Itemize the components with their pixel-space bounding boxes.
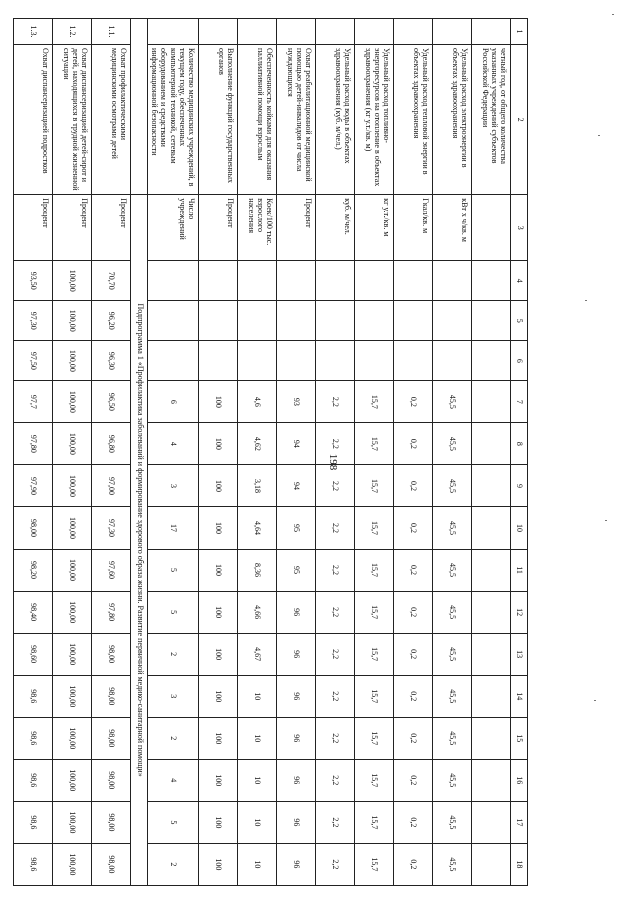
table-cell: 2,2 — [316, 759, 355, 801]
table-row — [316, 19, 355, 886]
table-cell — [316, 341, 355, 381]
table-cell: Обеспеченность койками для оказания паллиативной помощи взрослым — [238, 45, 277, 195]
table-cell: 70,70 — [92, 261, 131, 301]
table-cell: 100,00 — [53, 843, 92, 885]
table-cell: 98,00 — [92, 759, 131, 801]
table-cell: 98,6 — [14, 675, 53, 717]
table-cell: 95 — [277, 549, 316, 591]
table-cell: 4 — [511, 261, 528, 301]
page-number: 198 — [327, 453, 339, 471]
table-cell: 0,2 — [394, 759, 433, 801]
table-cell: 10 — [511, 507, 528, 549]
table-cell: 7 — [511, 381, 528, 423]
table-cell: Удельный расход воды в объектах здравоохранения (куб. м/чел.) — [316, 45, 355, 195]
table-cell: 96 — [277, 675, 316, 717]
table-cell: 96 — [277, 591, 316, 633]
table-cell: 2,2 — [316, 507, 355, 549]
table-cell: 5 — [511, 301, 528, 341]
table-cell: 2 — [148, 633, 199, 675]
table-cell: 97,60 — [92, 549, 131, 591]
table-cell: 15,7 — [355, 381, 394, 423]
table-cell: 15,7 — [355, 759, 394, 801]
table-cell: 100 — [199, 675, 238, 717]
table-cell — [238, 19, 277, 45]
table-cell: 100 — [199, 549, 238, 591]
table-cell: 45,5 — [433, 633, 472, 675]
table-cell: 98,40 — [14, 591, 53, 633]
table-cell: 1.1. — [92, 19, 131, 45]
table-cell: 2,2 — [316, 381, 355, 423]
table-cell: 0,2 — [394, 591, 433, 633]
table-cell — [316, 19, 355, 45]
table-cell: Процент — [53, 195, 92, 261]
table-cell — [238, 301, 277, 341]
table-row — [14, 19, 53, 886]
table-cell: 4 — [148, 423, 199, 465]
table-row — [277, 19, 316, 886]
table-cell — [472, 675, 511, 717]
table-cell: 100,00 — [53, 261, 92, 301]
table-cell: 100 — [199, 633, 238, 675]
table-cell — [199, 261, 238, 301]
table-cell: 6 — [511, 341, 528, 381]
table-cell: 0,2 — [394, 465, 433, 507]
table-cell: Удельный расход тепловой энергии в объектах здравоохранения — [394, 45, 433, 195]
table-cell — [148, 301, 199, 341]
table-cell: 0,2 — [394, 675, 433, 717]
table-cell: 0,2 — [394, 843, 433, 885]
table-cell: 45,5 — [433, 423, 472, 465]
table-cell: 98,20 — [14, 549, 53, 591]
table-cell: 4,67 — [238, 633, 277, 675]
table-cell: Охват профилактическими медицинскими осмотрами детей — [92, 45, 131, 195]
table-cell: 98,6 — [14, 759, 53, 801]
table-cell — [433, 261, 472, 301]
table-cell: 45,5 — [433, 465, 472, 507]
table-cell: 100 — [199, 507, 238, 549]
table-cell: 17 — [511, 801, 528, 843]
table-cell: 96 — [277, 801, 316, 843]
table-cell — [472, 633, 511, 675]
table-cell — [148, 19, 199, 45]
table-cell: 15,7 — [355, 465, 394, 507]
table-cell: 15,7 — [355, 717, 394, 759]
table-cell: 94 — [277, 465, 316, 507]
table-cell: 15,7 — [355, 801, 394, 843]
table-cell — [472, 195, 511, 261]
table-cell: 5 — [148, 801, 199, 843]
table-cell: 10 — [238, 843, 277, 885]
table-cell — [277, 341, 316, 381]
table-cell: 98,6 — [14, 717, 53, 759]
table-cell — [472, 301, 511, 341]
table-cell: 45,5 — [433, 675, 472, 717]
table-cell: 96,20 — [92, 301, 131, 341]
table-cell: 97,90 — [14, 465, 53, 507]
table-cell: 2,2 — [316, 591, 355, 633]
table-cell — [433, 301, 472, 341]
table-cell: 2,2 — [316, 801, 355, 843]
table-cell — [433, 341, 472, 381]
rotated-table-page — [0, 18, 528, 886]
table-cell — [238, 341, 277, 381]
table-cell: Процент — [277, 195, 316, 261]
table-cell: 98,00 — [92, 843, 131, 885]
table-cell: 12 — [511, 591, 528, 633]
table-cell — [472, 507, 511, 549]
table-cell: 45,5 — [433, 591, 472, 633]
table-cell — [199, 301, 238, 341]
table-cell: 0,2 — [394, 423, 433, 465]
table-cell: Число учреждений — [148, 195, 199, 261]
table-row — [238, 19, 277, 886]
table-cell: 100,00 — [53, 423, 92, 465]
table-cell: 2,2 — [316, 423, 355, 465]
table-cell: 45,5 — [433, 549, 472, 591]
table-cell: Удельный расход электроэнергии в объектах здравоохранения — [433, 45, 472, 195]
table-cell — [472, 717, 511, 759]
table-cell: 100,00 — [53, 633, 92, 675]
table-cell — [355, 19, 394, 45]
table-cell: 1 — [511, 19, 528, 45]
table-cell: 98,6 — [14, 843, 53, 885]
table-cell — [199, 341, 238, 381]
table-cell: 96,30 — [92, 341, 131, 381]
table-cell — [277, 19, 316, 45]
table-cell: 93,50 — [14, 261, 53, 301]
table-cell — [472, 549, 511, 591]
table-cell: 15,7 — [355, 843, 394, 885]
table-cell: 45,5 — [433, 759, 472, 801]
table-header-row — [511, 19, 528, 886]
table-cell: 100,00 — [53, 465, 92, 507]
table-cell — [472, 801, 511, 843]
table-cell: 98,00 — [92, 717, 131, 759]
table-cell — [472, 843, 511, 885]
table-cell: 13 — [511, 633, 528, 675]
table-cell: 0,2 — [394, 549, 433, 591]
table-cell — [355, 261, 394, 301]
table-cell: 2 — [511, 45, 528, 195]
table-cell: 100,00 — [53, 549, 92, 591]
table-cell: 97,50 — [14, 341, 53, 381]
table-cell: Процент — [14, 195, 53, 261]
table-cell — [472, 759, 511, 801]
table-cell: 2,2 — [316, 633, 355, 675]
table-cell — [148, 261, 199, 301]
table-cell: 45,5 — [433, 843, 472, 885]
table-cell: 15,7 — [355, 633, 394, 675]
table-cell: 4 — [148, 759, 199, 801]
table-row — [472, 19, 511, 886]
table-cell: 98,00 — [92, 633, 131, 675]
table-cell: 100,00 — [53, 801, 92, 843]
table-cell: 45,5 — [433, 801, 472, 843]
table-cell: Охват реабилитационной медицинской помощью детей-инвалидов от числа нуждающихся — [277, 45, 316, 195]
table-cell: 96 — [277, 759, 316, 801]
table-cell: 45,5 — [433, 381, 472, 423]
subprogram-title: Подпрограмма 1 «Профилактика заболеваний и формирование здорового образа жизни. Развитие первичной медико-санитарной помощи» — [131, 195, 148, 886]
table-cell: 100 — [199, 381, 238, 423]
table-cell: 11 — [511, 549, 528, 591]
table-row — [355, 19, 394, 886]
table-cell: 100,00 — [53, 717, 92, 759]
table-cell: 15,7 — [355, 591, 394, 633]
table-cell: 9 — [511, 465, 528, 507]
table-cell: 2,2 — [316, 465, 355, 507]
table-cell — [355, 301, 394, 341]
table-cell: 100 — [199, 717, 238, 759]
table-cell: 5 — [148, 591, 199, 633]
table-cell: 100,00 — [53, 507, 92, 549]
table-cell: Охват диспансеризацией подростков — [14, 45, 53, 195]
table-cell: 95 — [277, 507, 316, 549]
table-cell: Охват диспансеризацией детей-сирот и детей, находящихся в трудной жизненной ситуации — [53, 45, 92, 195]
table-cell: 2 — [148, 843, 199, 885]
table-cell: 100 — [199, 801, 238, 843]
table-cell: Коек/100 тыс. взрослого населения — [238, 195, 277, 261]
table-cell — [148, 341, 199, 381]
table-cell: 96 — [277, 843, 316, 885]
table-cell: 15,7 — [355, 549, 394, 591]
table-cell — [472, 591, 511, 633]
table-cell — [131, 19, 148, 195]
table-cell: 15,7 — [355, 423, 394, 465]
table-cell: 6 — [148, 381, 199, 423]
table-cell: 10 — [238, 675, 277, 717]
table-cell: 97,80 — [92, 591, 131, 633]
table-cell: 2 — [148, 717, 199, 759]
table-cell: 0,2 — [394, 633, 433, 675]
table-cell: кг у.т./кв. м — [355, 195, 394, 261]
table-cell: 100,00 — [53, 675, 92, 717]
table-cell: 97,00 — [92, 465, 131, 507]
table-cell — [472, 381, 511, 423]
table-cell: 2,2 — [316, 549, 355, 591]
table-cell — [472, 261, 511, 301]
table-row — [148, 19, 199, 886]
table-cell — [238, 261, 277, 301]
table-cell: 45,5 — [433, 507, 472, 549]
table-cell — [472, 465, 511, 507]
table-cell: 93 — [277, 381, 316, 423]
table-cell — [394, 341, 433, 381]
table-cell — [472, 341, 511, 381]
table-cell: 100,00 — [53, 381, 92, 423]
table-cell: 2,2 — [316, 675, 355, 717]
table-cell: 97,80 — [14, 423, 53, 465]
table-cell: 15,7 — [355, 675, 394, 717]
table-row — [199, 19, 238, 886]
table-cell: кВт x ч/кв. м — [433, 195, 472, 261]
table-cell: 4,62 — [238, 423, 277, 465]
table-cell: 97,7 — [14, 381, 53, 423]
table-cell: 97,30 — [14, 301, 53, 341]
table-cell: 100,00 — [53, 759, 92, 801]
table-row — [394, 19, 433, 886]
table-cell: 100 — [199, 423, 238, 465]
table-cell: 8 — [511, 423, 528, 465]
table-cell: куб. м/чел. — [316, 195, 355, 261]
table-cell: 94 — [277, 423, 316, 465]
subprogram-row — [131, 19, 148, 886]
table-cell: 96 — [277, 633, 316, 675]
table-cell: 4,64 — [238, 507, 277, 549]
table-cell: 2,2 — [316, 843, 355, 885]
table-cell: 100,00 — [53, 301, 92, 341]
table-cell: 0,2 — [394, 507, 433, 549]
table-cell: Количество медицинских учреждений, в текущем году, обеспеченных компьютерной техникой, сетевым оборудованием и средствами информационной безопасности — [148, 45, 199, 195]
table-cell — [394, 301, 433, 341]
table-row — [53, 19, 92, 886]
table-cell: 3 — [148, 675, 199, 717]
table-cell — [355, 341, 394, 381]
table-cell: 17 — [148, 507, 199, 549]
table-cell: Удельный расход топливно-энергоресурсов на отопление в объектах здравоохранения (кг у.т./кв. м) — [355, 45, 394, 195]
table-row — [92, 19, 131, 886]
table-cell: 3 — [511, 195, 528, 261]
table-cell: 100,00 — [53, 341, 92, 381]
table-cell: 4,6 — [238, 381, 277, 423]
table-cell — [394, 261, 433, 301]
table-cell: 3 — [148, 465, 199, 507]
table-cell — [199, 19, 238, 45]
table-cell: 97,30 — [92, 507, 131, 549]
table-cell: 0,2 — [394, 801, 433, 843]
table-cell: Процент — [199, 195, 238, 261]
table-cell: 1.2. — [53, 19, 92, 45]
table-cell — [394, 19, 433, 45]
table-cell: 5 — [148, 549, 199, 591]
table-cell: 98,00 — [92, 801, 131, 843]
table-cell: 15 — [511, 717, 528, 759]
table-cell: 16 — [511, 759, 528, 801]
table-cell: 96,80 — [92, 423, 131, 465]
table-cell: 18 — [511, 843, 528, 885]
table-cell — [472, 19, 511, 45]
table-cell: 100 — [199, 591, 238, 633]
table-cell: Выполнение функций государственных органов — [199, 45, 238, 195]
table-cell: 4,66 — [238, 591, 277, 633]
table-cell: 100,00 — [53, 591, 92, 633]
table-cell: Процент — [92, 195, 131, 261]
table-cell: 100 — [199, 465, 238, 507]
table-cell: 98,60 — [14, 633, 53, 675]
table-cell: 98,6 — [14, 801, 53, 843]
table-cell: 15,7 — [355, 507, 394, 549]
table-cell: 10 — [238, 717, 277, 759]
table-cell: 100 — [199, 759, 238, 801]
table-cell: 2,2 — [316, 717, 355, 759]
table-cell — [316, 261, 355, 301]
table-cell: Гкал/кв. м — [394, 195, 433, 261]
table-cell: 0,2 — [394, 381, 433, 423]
table-cell: 14 — [511, 675, 528, 717]
table-cell: 96 — [277, 717, 316, 759]
table-cell: 1.3. — [14, 19, 53, 45]
table-cell: 45,5 — [433, 717, 472, 759]
table-cell — [433, 19, 472, 45]
table-cell: 0,2 — [394, 717, 433, 759]
table-cell: 8,36 — [238, 549, 277, 591]
table-cell — [277, 261, 316, 301]
table-cell: 10 — [238, 759, 277, 801]
table-cell — [316, 301, 355, 341]
table-cell: четный год, от общего количества указанных учреждений субъектов Российской Федерации — [472, 45, 511, 195]
table-cell — [472, 423, 511, 465]
table-cell: 96,50 — [92, 381, 131, 423]
table-cell: 98,00 — [92, 675, 131, 717]
table-cell: 100 — [199, 843, 238, 885]
table-cell: 10 — [238, 801, 277, 843]
indicators-table — [13, 18, 528, 886]
table-cell: 98,00 — [14, 507, 53, 549]
table-cell: 3,18 — [238, 465, 277, 507]
table-cell — [277, 301, 316, 341]
table-row — [433, 19, 472, 886]
